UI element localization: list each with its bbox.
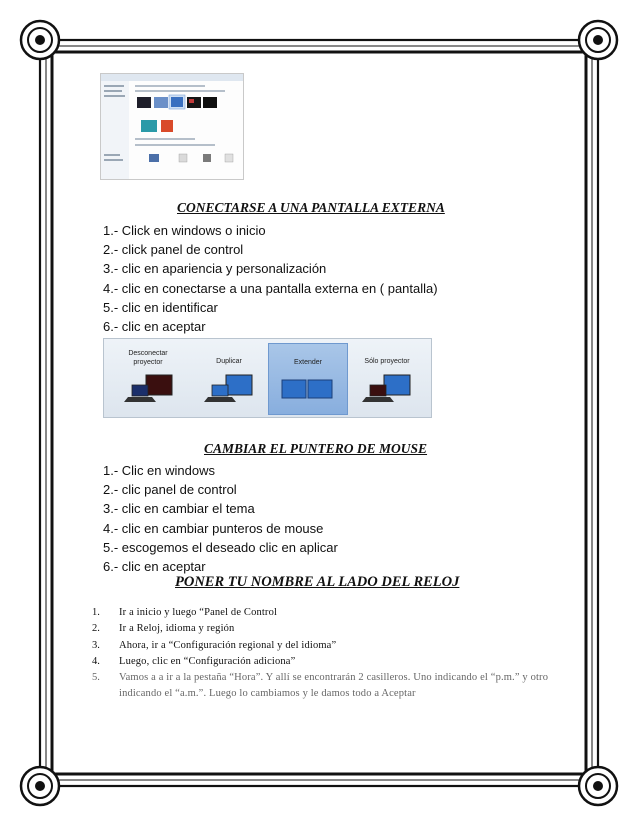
list-item: 2.- clic panel de control [103, 482, 237, 498]
laptop-icon [348, 371, 426, 411]
laptop-icon [110, 371, 188, 411]
step-number: 5. [92, 672, 100, 684]
list-item: 2.- click panel de control [103, 242, 244, 258]
step-text: Ir a inicio y luego “Panel de Control [119, 607, 278, 618]
section-title-external-display: CONECTARSE A UNA PANTALLA EXTERNA [177, 200, 445, 215]
list-item: 6.- clic en aceptar [103, 558, 206, 574]
list-item [92, 638, 549, 654]
corner-ornament [579, 21, 617, 59]
step-text: Ahora, ir a “Configuración regional y del idioma” [119, 639, 337, 651]
option-label: Sólo proyector [364, 358, 410, 365]
list-item [92, 605, 549, 621]
steps-mouse-pointer [103, 461, 338, 576]
step-number: 3. [92, 639, 100, 651]
option-label: Desconectar proyector [128, 350, 168, 366]
list-item: 4.- clic en conectarse a una pantalla externa en ( pantalla) [103, 280, 438, 296]
step-text: Ir a Reloj, idioma y región [119, 623, 235, 635]
list-item: 5.- clic en identificar [103, 299, 218, 315]
list-item: 3.- clic en apariencia y personalización [103, 261, 327, 277]
corner-ornament [21, 21, 59, 59]
list-item: 1.- Clic en windows [103, 463, 215, 478]
step-text: Vamos a a ir a la pestaña “Hora”. Y allí se encontrarán 2 casilleros. Uno indicando el “p.m.” y otro indicando el “a.m.”. Luego lo cambiamos y le damos todo a Aceptar [119, 672, 549, 700]
step-number: 1. [92, 607, 100, 618]
step-number: 4. [92, 655, 100, 667]
list-item [92, 670, 549, 703]
steps-external-display [103, 221, 438, 336]
section-title-clock-name: PONER TU NOMBRE AL LADO DEL RELOJ [175, 574, 460, 590]
corner-ornament [579, 767, 617, 805]
list-item: 1.- Click en windows o inicio [103, 223, 266, 238]
option-label: Duplicar [216, 358, 242, 365]
list-item: 6.- clic en aceptar [103, 318, 206, 334]
step-text: Luego, clic en “Configuración adiciona” [119, 655, 296, 667]
step-number: 2. [92, 623, 100, 635]
corner-ornament [21, 767, 59, 805]
list-item [92, 621, 549, 637]
laptop-icon [190, 371, 268, 411]
option-disconnect-projector [110, 343, 188, 413]
list-item: 5.- escogemos el deseado clic en aplicar [103, 539, 338, 555]
list-item [92, 654, 549, 670]
dual-monitor-icon [269, 372, 347, 412]
steps-clock-name [92, 605, 549, 703]
option-extend [268, 343, 348, 415]
section-title-mouse-pointer: CAMBIAR EL PUNTERO DE MOUSE [204, 441, 428, 456]
display-mode-screenshot [103, 338, 432, 418]
list-item: 3.- clic en cambiar el tema [103, 501, 255, 517]
control-panel-screenshot [100, 73, 244, 180]
list-item: 4.- clic en cambiar punteros de mouse [103, 520, 324, 536]
option-label: Extender [293, 359, 323, 366]
option-duplicate [190, 343, 268, 413]
option-projector-only [348, 343, 426, 413]
